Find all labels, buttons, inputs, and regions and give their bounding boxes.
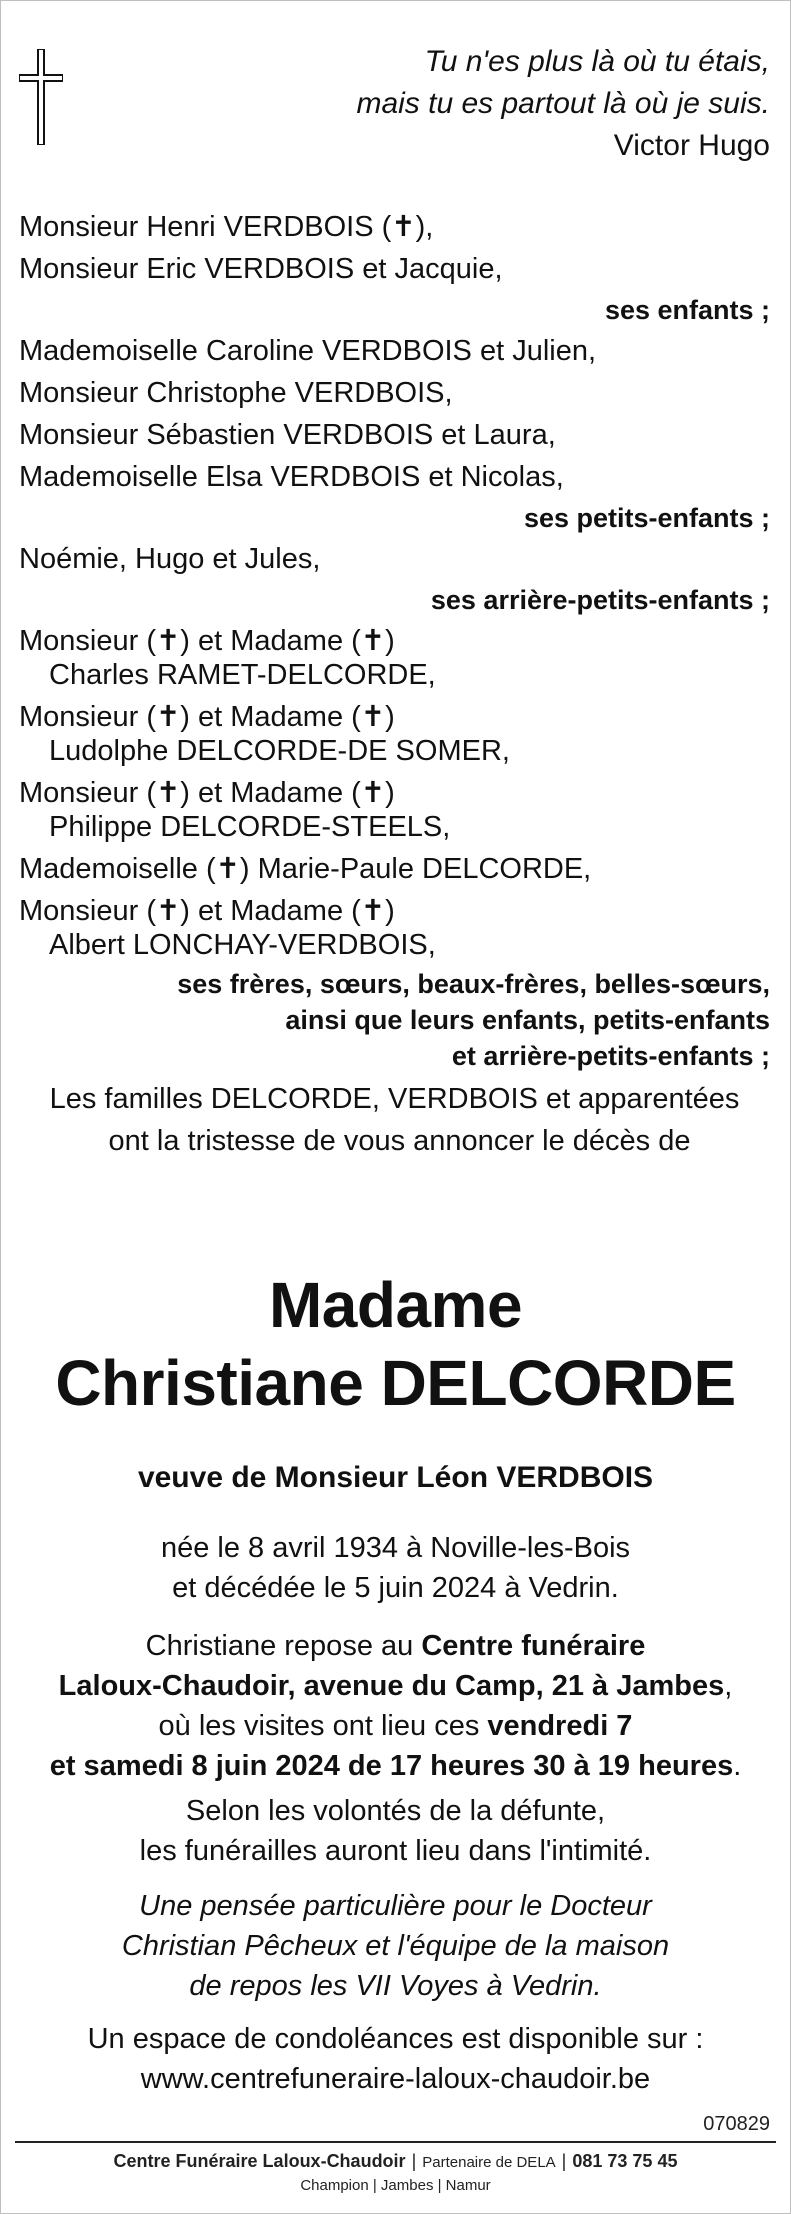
- family-member: Monsieur (✝) et Madame (✝): [19, 777, 395, 809]
- deceased-name: [1, 1266, 790, 1422]
- quote-author: Victor Hugo: [613, 129, 770, 162]
- footer-partner: Partenaire de DELA: [422, 2154, 556, 2171]
- thanks-line: de repos les VII Voyes à Vedrin.: [189, 1970, 602, 2002]
- intro-line: ont la tristesse de vous annoncer le décès de: [108, 1125, 691, 1157]
- footer-phone[interactable]: 081 73 75 45: [572, 2151, 678, 2171]
- cross-icon: [19, 49, 63, 150]
- family-member-name: Philippe DELCORDE-STEELS,: [49, 811, 451, 843]
- visits-text: où les visites ont lieu ces: [158, 1710, 488, 1742]
- footer-company: Centre Funéraire Laloux-Chaudoir: [113, 2151, 406, 2171]
- quote-line: Tu n'es plus là où tu étais,: [424, 45, 770, 78]
- condolences-text: Un espace de condoléances est disponible sur :: [87, 2023, 704, 2055]
- death-line: et décédée le 5 juin 2024 à Vedrin.: [172, 1572, 619, 1604]
- visits-address: Laloux-Chaudoir, avenue du Camp, 21 à Jambes: [58, 1670, 725, 1702]
- relation-label: ses petits-enfants ;: [523, 503, 770, 533]
- visits-text: ,: [724, 1670, 733, 1702]
- thanks-line: Christian Pêcheux et l'équipe de la maison: [121, 1930, 670, 1962]
- relation-label: ses enfants ;: [604, 295, 770, 325]
- visits-text: Christiane repose au: [145, 1630, 422, 1662]
- condolences-info: [21, 2019, 770, 2099]
- intro-line: Les familles DELCORDE, VERDBOIS et apparentées: [49, 1083, 740, 1115]
- family-member: Monsieur Sébastien VERDBOIS et Laura,: [19, 419, 556, 451]
- family-member: Mademoiselle Elsa VERDBOIS et Nicolas,: [19, 461, 564, 493]
- deceased-title: Madame: [268, 1269, 523, 1341]
- family-member: Monsieur (✝) et Madame (✝): [19, 895, 395, 927]
- family-list: [19, 206, 770, 1162]
- family-member: Monsieur Henri VERDBOIS (✝),: [19, 211, 434, 243]
- birth-line: née le 8 avril 1934 à Noville-les-Bois: [160, 1532, 631, 1564]
- family-member: Noémie, Hugo et Jules,: [19, 543, 321, 575]
- wishes-line: les funérailles auront lieu dans l'intimité.: [139, 1835, 652, 1867]
- relation-label: et arrière-petits-enfants ;: [451, 1041, 770, 1071]
- relation-label: ses frères, sœurs, beaux-frères, belles-sœurs,: [177, 969, 770, 999]
- quote-block: [356, 41, 770, 167]
- visits-schedule: et samedi 8 juin 2024 de 17 heures 30 à 19 heures: [49, 1750, 734, 1782]
- family-member-name: Charles RAMET-DELCORDE,: [49, 659, 436, 691]
- visitation-info: [21, 1626, 770, 1786]
- visits-place: Centre funéraire: [421, 1630, 646, 1662]
- relation-label: ses arrière-petits-enfants ;: [430, 585, 770, 615]
- quote-line: mais tu es partout là où je suis.: [356, 87, 770, 120]
- widow-of: veuve de Monsieur Léon VERDBOIS: [137, 1461, 654, 1494]
- family-member: Mademoiselle Caroline VERDBOIS et Julien,: [19, 335, 597, 367]
- announcement-intro: [19, 1078, 770, 1162]
- special-thanks: [21, 1886, 770, 2006]
- deceased-full-name: Christiane DELCORDE: [55, 1347, 736, 1419]
- funeral-wishes: [21, 1791, 770, 1871]
- thanks-line: Une pensée particulière pour le Docteur: [139, 1890, 652, 1922]
- family-member: Monsieur Christophe VERDBOIS,: [19, 377, 453, 409]
- footer-locations: Champion | Jambes | Namur: [300, 2177, 491, 2194]
- visits-text: .: [733, 1750, 742, 1782]
- visits-day: vendredi 7: [487, 1710, 633, 1742]
- family-member: Mademoiselle (✝) Marie-Paule DELCORDE,: [19, 853, 592, 885]
- wishes-line: Selon les volontés de la défunte,: [185, 1795, 606, 1827]
- family-member: Monsieur (✝) et Madame (✝): [19, 625, 395, 657]
- family-member: Monsieur Eric VERDBOIS et Jacquie,: [19, 253, 503, 285]
- reference-number: 070829: [703, 2113, 770, 2135]
- relation-label: ainsi que leurs enfants, petits-enfants: [285, 1005, 770, 1035]
- family-member-name: Ludolphe DELCORDE-DE SOMER,: [49, 735, 510, 767]
- life-dates: [21, 1528, 770, 1608]
- family-member-name: Albert LONCHAY-VERDBOIS,: [49, 929, 436, 961]
- footer: Centre Funéraire Laloux-Chaudoir | Partenaire de DELA | 081 73 75 45 Champion | Jambes | Namur: [15, 2141, 776, 2197]
- condolences-link[interactable]: www.centrefuneraire-laloux-chaudoir.be: [140, 2063, 651, 2095]
- family-member: Monsieur (✝) et Madame (✝): [19, 701, 395, 733]
